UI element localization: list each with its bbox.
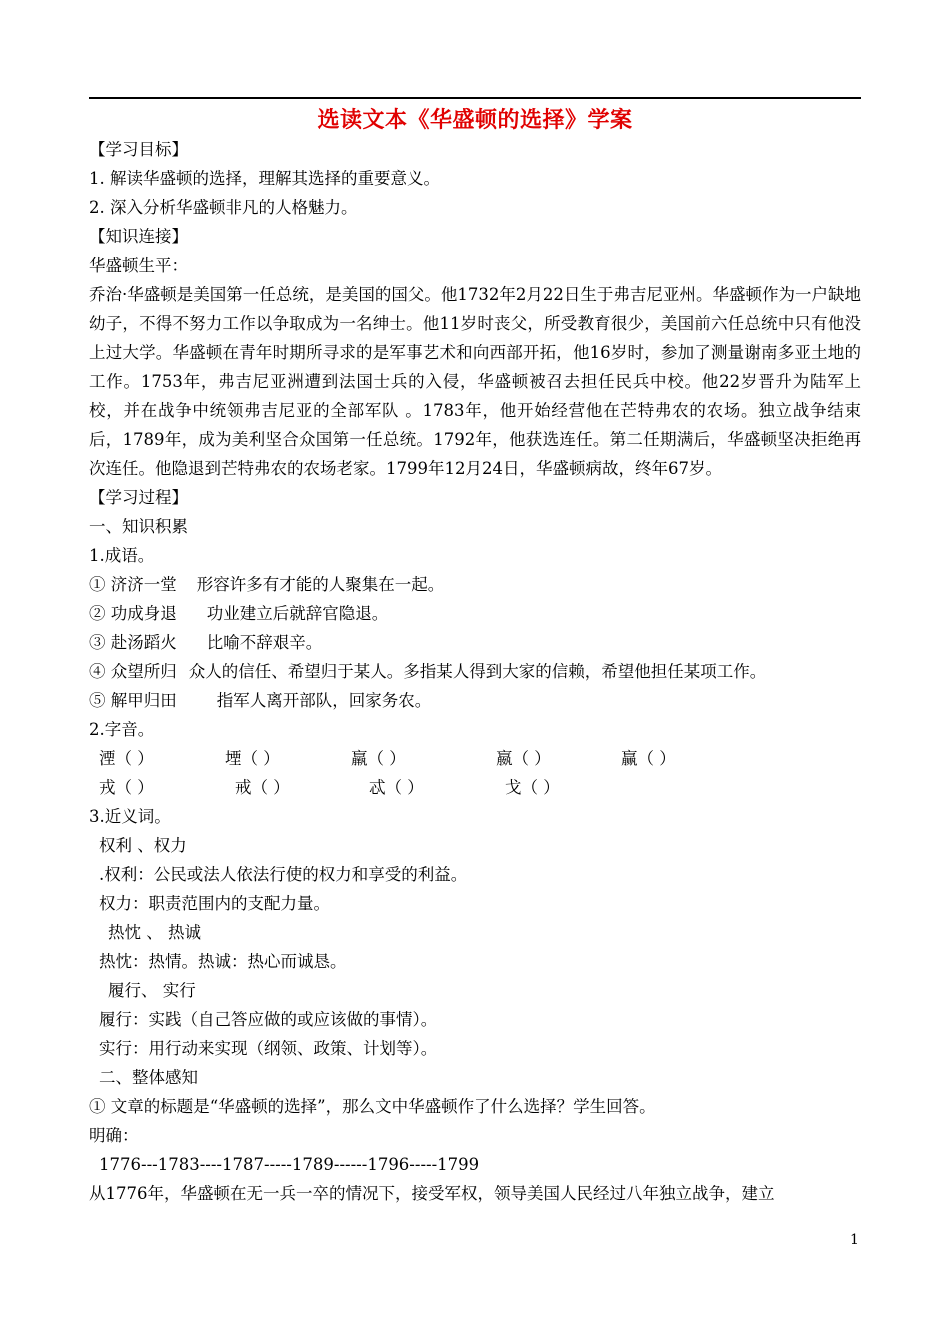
pron-item: 戈（ ） <box>505 778 560 797</box>
idiom-term: ④ 众望所归 <box>89 662 177 681</box>
synonym-definition: 权力：职责范围内的支配力量。 <box>99 894 330 913</box>
synonym-definition: .权利：公民或法人依法行使的权力和享受的利益。 <box>99 865 468 884</box>
synonym-definition: 热忱：热情。热诚：热心而诚恳。 <box>99 952 347 971</box>
idiom-item <box>89 657 861 686</box>
part1-heading: 一、知识积累 <box>89 517 188 536</box>
idiom-meaning: 比喻不辞艰辛。 <box>206 633 323 652</box>
idiom-meaning: 形容许多有才能的人聚集在一起。 <box>196 575 445 594</box>
pronunciation-row <box>89 744 861 773</box>
clarify-label: 明确： <box>89 1126 139 1145</box>
idiom-item <box>89 628 861 657</box>
idiom-meaning: 众人的信任、希望归于某人。多指某人得到大家的信赖，希望他担任某项工作。 <box>188 662 767 681</box>
synonym-definition: 实行：用行动来实现（纲领、政策、计划等）。 <box>99 1039 438 1058</box>
goals-heading: 【学习目标】 <box>89 140 188 159</box>
idioms-heading: 1.成语。 <box>89 546 155 565</box>
body-text-line: 从1776年，华盛顿在无一兵一卒的情况下，接受军权，领导美国人民经过八年独立战争，建立 <box>89 1184 775 1203</box>
header-rule <box>89 97 861 99</box>
part2-heading: 二、整体感知 <box>99 1068 198 1087</box>
bio-heading: 华盛顿生平： <box>89 256 188 275</box>
idiom-term: ② 功成身退 <box>89 604 177 623</box>
idiom-item <box>89 599 861 628</box>
goal-item: 1. 解读华盛顿的选择，理解其选择的重要意义。 <box>89 169 440 188</box>
pron-item: 堙（ ） <box>225 749 280 768</box>
goal-item: 2. 深入分析华盛顿非凡的人格魅力。 <box>89 198 358 217</box>
process-heading: 【学习过程】 <box>89 488 188 507</box>
idiom-item <box>89 686 861 715</box>
pron-item: 忒（ ） <box>369 778 424 797</box>
question-item: ① 文章的标题是“华盛顿的选择”，那么文中华盛顿作了什么选择？学生回答。 <box>89 1097 656 1116</box>
idiom-meaning: 指军人离开部队，回家务农。 <box>216 691 432 710</box>
pronunciation-heading: 2.字音。 <box>89 720 155 739</box>
document-title: 选读文本《华盛顿的选择》学案 <box>317 107 633 133</box>
synonym-pair: 热忱 、 热诚 <box>108 923 201 942</box>
idiom-term: ⑤ 解甲归田 <box>89 691 177 710</box>
idiom-term: ③ 赴汤蹈火 <box>89 633 177 652</box>
pronunciation-row <box>89 773 861 802</box>
synonym-pair: 权利 、权力 <box>99 836 187 855</box>
pron-item: 湮（ ） <box>99 749 154 768</box>
synonyms-heading: 3.近义词。 <box>89 807 171 826</box>
pron-item: 赢（ ） <box>621 749 676 768</box>
pron-item: 嬴（ ） <box>496 749 551 768</box>
bio-paragraph: 乔治·华盛顿是美国第一任总统，是美国的国父。他1732年2月22日生于弗吉尼亚州。华盛顿作为一户缺地幼子，不得不努力工作以争取成为一名绅士。他11岁时丧父，所受教育很少，美国前六任总统中只有他没上过大学。华盛顿在青年时期所寻求的是军事艺术和向西部开拓，他16岁时，参加了测量谢南多亚土地的工作。1753年，弗吉尼亚洲遭到法国士兵的入侵，华盛顿被召去担任民兵中校。他22岁晋升为陆军上校，并在战争中统领弗吉尼亚的全部军队 。1783年，他开始经营他在芒特弗农的农场。独立战争结束后，1789年，成为美利坚合众国第一任总统。1792年，他获选连任。第二任期满后，华盛顿坚决拒绝再次连任。他隐退到芒特弗农的农场老家。1799年12月24日，华盛顿病故，终年67岁。 <box>89 285 861 478</box>
idiom-meaning: 功业建立后就辞官隐退。 <box>206 604 389 623</box>
knowledge-heading: 【知识连接】 <box>89 227 188 246</box>
page-number: 1 <box>850 1232 859 1248</box>
pron-item: 戒（ ） <box>235 778 290 797</box>
timeline: 1776---1783----1787-----1789------1796-----1799 <box>99 1155 480 1174</box>
synonym-definition: 履行：实践（自己答应做的或应该做的事情）。 <box>99 1010 438 1029</box>
synonym-pair: 履行、 实行 <box>108 981 196 1000</box>
idiom-item <box>89 570 861 599</box>
document-body <box>89 135 861 1208</box>
pron-item: 戎（ ） <box>99 778 154 797</box>
idiom-term: ① 济济一堂 <box>89 575 177 594</box>
pron-item: 羸（ ） <box>351 749 406 768</box>
